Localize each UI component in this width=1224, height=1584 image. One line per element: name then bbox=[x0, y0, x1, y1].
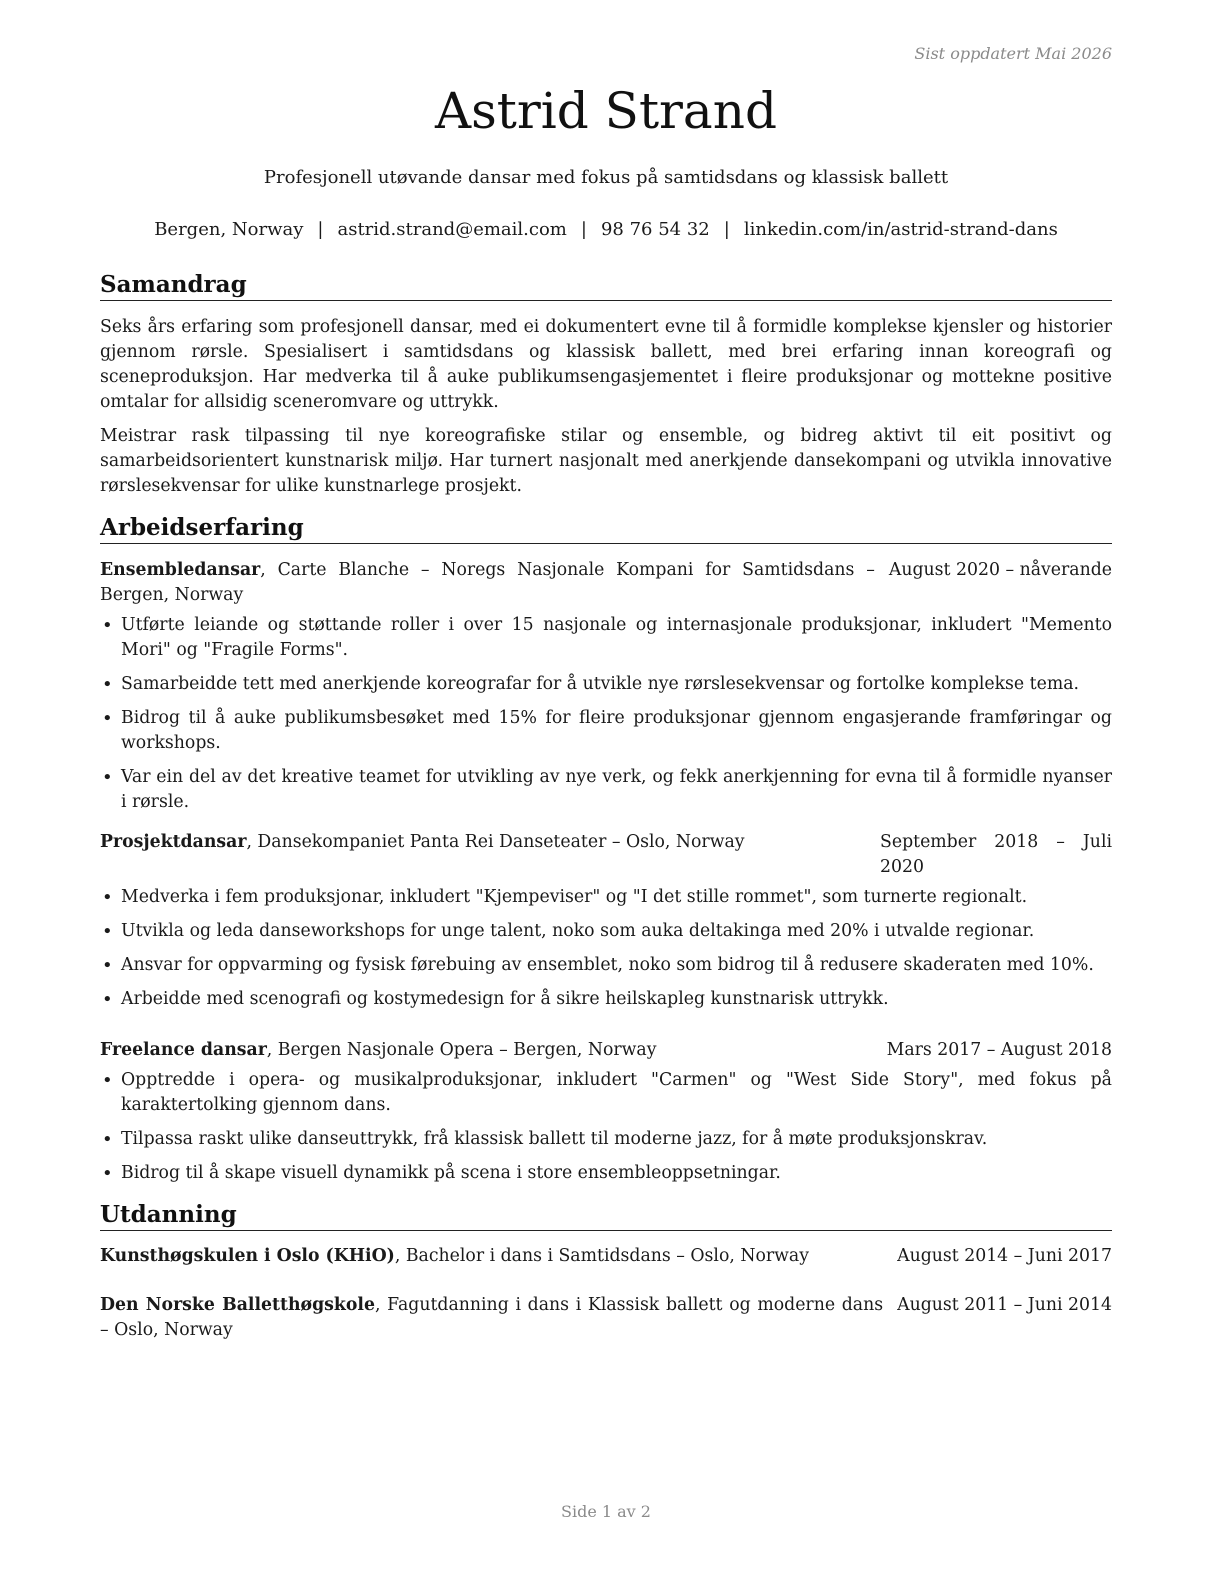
section-title-experience: Arbeidserfaring bbox=[100, 513, 1112, 544]
education-dates: August 2014 – Juni 2017 bbox=[897, 1246, 1112, 1266]
summary-paragraph-2: Meistrar rask tilpassing til nye koreografiske stilar og ensemble, og bidreg aktivt til eit positivt og samarbeidsorientert kunstnarisk miljø. Har turnert nasjonalt med anerkjende dansekompani og utvikla innovative rørslesekvensar for ulike kunstnarlege prosjekt. bbox=[100, 426, 1112, 496]
job-header bbox=[100, 1038, 1112, 1063]
education-header bbox=[100, 1244, 1112, 1269]
education-header bbox=[100, 1293, 1112, 1343]
list-item: • Bidrog til å skape visuell dynamikk på scena i store ensembleoppsetningar. bbox=[100, 1161, 1112, 1186]
section-title-summary: Samandrag bbox=[100, 270, 1112, 301]
contact-phone: 98 76 54 32 bbox=[600, 219, 710, 240]
contact-line bbox=[100, 219, 1112, 240]
job-bullets bbox=[100, 885, 1112, 1021]
summary-paragraph-1: Seks års erfaring som profesjonell dansar, med ei dokumentert evne til å formidle komplekse kjensler og historier gjennom rørsle. Spesialisert i samtidsdans og klassisk ballett, med brei erfaring innan koreografi og sceneproduksjon. Har medverka til å auke publikumsengasjementet i fleire produksjonar og mottekne positive omtalar for allsidig sceneromvare og uttrykk. bbox=[100, 317, 1112, 412]
candidate-name: Astrid Strand bbox=[435, 82, 777, 140]
contact-linkedin[interactable]: linkedin.com/in/astrid-strand-dans bbox=[743, 219, 1058, 240]
education-line bbox=[100, 1244, 883, 1269]
education-detail: , Fagutdanning i dans i Klassisk ballett og moderne dans – Oslo, Norway bbox=[100, 1295, 884, 1340]
contact-location: Bergen, Norway bbox=[154, 219, 304, 240]
job-bullets bbox=[100, 613, 1112, 824]
job-title-line bbox=[100, 1038, 873, 1063]
page-number: Side 1 av 2 bbox=[561, 1502, 651, 1521]
education-detail: , Bachelor i dans i Samtidsdans – Oslo, Norway bbox=[394, 1246, 809, 1266]
list-item: • Utførte leiande og støttande roller i over 15 nasjonale og internasjonale produksjonar, inkludert "Memento Mori" og "Fragile Forms". bbox=[100, 613, 1112, 663]
job-dates: August 2020 – nåverande bbox=[888, 560, 1112, 580]
last-updated: Sist oppdatert Mai 2026 bbox=[914, 44, 1112, 63]
job-org: , Carte Blanche – Noregs Nasjonale Kompani for Samtidsdans – Bergen, Norway bbox=[100, 560, 875, 605]
education-dates: August 2011 – Juni 2014 bbox=[897, 1295, 1112, 1315]
contact-email[interactable]: astrid.strand@email.com bbox=[337, 219, 567, 240]
tagline: Profesjonell utøvande dansar med fokus på samtidsdans og klassisk ballett bbox=[263, 167, 949, 188]
job-dates: September 2018 – Juli 2020 bbox=[880, 832, 1112, 877]
job-bullets bbox=[100, 1068, 1112, 1195]
list-item: • Utvikla og leda danseworkshops for unge talent, noko som auka deltakinga med 20% i utvalde regionar. bbox=[100, 919, 1112, 944]
list-item: • Samarbeidde tett med anerkjende koreografar for å utvikle nye rørslesekvensar og fortolke komplekse tema. bbox=[100, 672, 1112, 697]
section-title-education: Utdanning bbox=[100, 1200, 1112, 1231]
job-org: , Bergen Nasjonale Opera – Bergen, Norway bbox=[266, 1040, 657, 1060]
contact-separator: | bbox=[317, 219, 324, 240]
job-org: , Dansekompaniet Panta Rei Danseteater – Oslo, Norway bbox=[246, 832, 745, 852]
contact-separator: | bbox=[723, 219, 730, 240]
job-title-line bbox=[100, 830, 866, 880]
job-title-line bbox=[100, 558, 875, 608]
list-item: • Opptredde i opera- og musikalproduksjonar, inkludert "Carmen" og "West Side Story", med fokus på karaktertolking gjennom dans. bbox=[100, 1068, 1112, 1118]
list-item: • Medverka i fem produksjonar, inkludert "Kjempeviser" og "I det stille rommet", som turnerte regionalt. bbox=[100, 885, 1112, 910]
education-line bbox=[100, 1293, 883, 1343]
education-school: Kunsthøgskulen i Oslo (KHiO) bbox=[100, 1246, 395, 1266]
list-item: • Var ein del av det kreative teamet for utvikling av nye verk, og fekk anerkjenning for evna til å formidle nyanser i rørsle. bbox=[100, 765, 1112, 815]
job-dates: Mars 2017 – August 2018 bbox=[886, 1040, 1112, 1060]
contact-separator: | bbox=[580, 219, 587, 240]
education-school: Den Norske Balletthøgskole bbox=[100, 1295, 375, 1315]
list-item: • Bidrog til å auke publikumsbesøket med 15% for fleire produksjonar gjennom engasjerande framføringar og workshops. bbox=[100, 706, 1112, 756]
job-header bbox=[100, 830, 1112, 880]
job-role: Prosjektdansar bbox=[100, 832, 247, 852]
job-role: Freelance dansar bbox=[100, 1040, 267, 1060]
list-item: • Tilpassa raskt ulike danseuttrykk, frå klassisk ballett til moderne jazz, for å møte produksjonskrav. bbox=[100, 1127, 1112, 1152]
job-role: Ensembledansar bbox=[100, 560, 261, 580]
list-item: • Ansvar for oppvarming og fysisk førebuing av ensemblet, noko som bidrog til å redusere skaderaten med 10%. bbox=[100, 953, 1112, 978]
job-header bbox=[100, 558, 1112, 608]
list-item: • Arbeidde med scenografi og kostymedesign for å sikre heilskapleg kunstnarisk uttrykk. bbox=[100, 987, 1112, 1012]
